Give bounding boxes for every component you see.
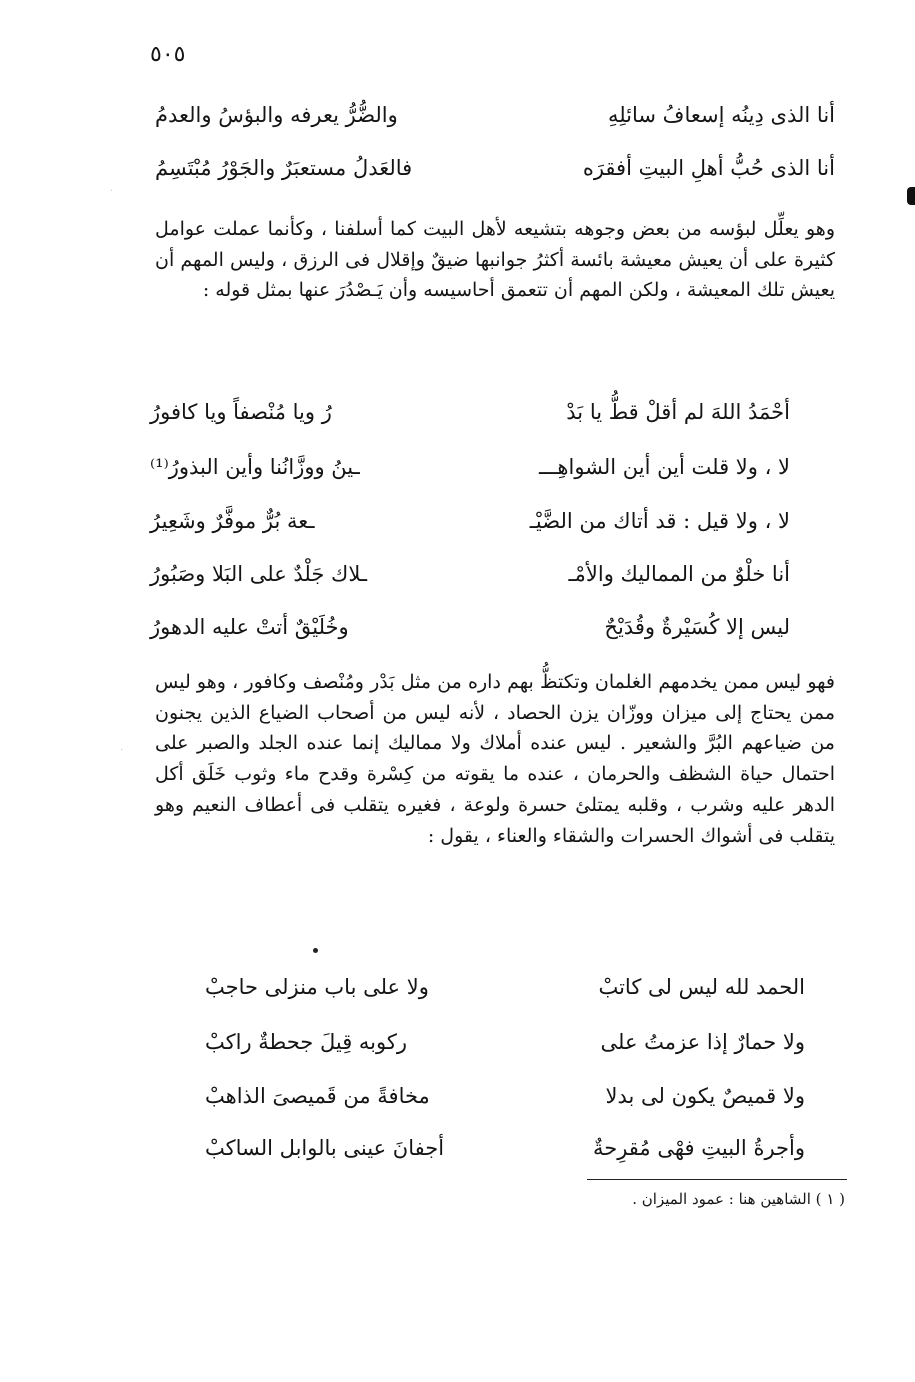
verse-first-hemistich: ليس إلا كُسَيْرةٌ وقُدَيْحٌ [604,615,790,639]
verse-first-hemistich: أنا الذى دِينُه إسعافُ سائلِهِ [607,103,835,127]
verse-first-hemistich: أنا الذى حُبُّ أهلِ البيتِ أفقرَه [582,156,835,180]
verse-second-hemistich: وخُلَيْقٌ أتتْ عليه الدهورُ [150,615,349,639]
paragraph-1-text: وهو يعلِّل لبؤسه من بعض وجوهه بتشيعه لأهل البيت كما أسلفنا ، وكأنما عملت عوامل كثيرة على أن يعيش معيشة بائسة أكثرُ جوانبها ضيقٌ وإقلال فى الرزق ، وليس المهم أن يعيش تلك المعيشة ، ولكن المهم أن تتعمق أحاسيسه وأن يَـصْدُرَ عنها بمثل قوله : [155,218,835,302]
verse-second-hemistich: ـعة بُرٌّ موفَّرٌ وشَعِيرُ [150,509,315,533]
verse-second-hemistich: ولا على باب منزلى حاجبْ [205,975,429,999]
verse-first-hemistich: لا ، ولا قلت أين أين الشواهِـــ [538,455,790,479]
verse-second-hemistich: رُ ويا مُنْصفاً ويا كافورُ [150,400,332,424]
paragraph-1 [155,214,835,306]
verse-first-hemistich: ولا قميصٌ يكون لى بدلا [605,1084,805,1108]
page-number: ٥٠٥ [150,42,186,67]
verse-second-hemistich: ـينُ ووزَّانُنا وأين البذورُ⁽¹⁾ [150,455,360,479]
verse-second-hemistich: فالعَدلُ مستعبَرٌ والجَوْرُ مُبْتَسِمُ [155,156,413,180]
margin-scan-mark [907,187,915,205]
verse-second-hemistich: ركوبه قِيلَ جحطةٌ راكبْ [205,1030,408,1054]
paragraph-2-text: فهو ليس ممن يخدمهم الغلمان وتكتظُّ بهم داره من مثل بَدْر ومُنْصف وكافور ، وهو ليس ممن يحتاج إلى ميزان ووزّان يزن الحصاد ، لأنه ليس من أصحاب الضياع الذين يجنون من ضياعهم البُرَّ والشعير . ليس عنده أملاك ولا مماليك إنما عنده الجلد والصبر على احتمال حياة الشظف والحرمان ، عنده ما يقوته من كِسْرة وقدح ماء وثوب خَلَق أكل الدهر عليه وشرب ، وقلبه يمتلئ حسرة ولوعة ، فغيره يتقلب فى أعطاف النعيم وهو يتقلب فى أشواك الحسرات والشقاء والعناء ، يقول : [155,671,835,847]
stray-dot [313,948,318,953]
paragraph-2 [155,667,835,851]
verse-second-hemistich: مخافةً من قَميصىَ الذاهبْ [205,1084,430,1108]
verse-second-hemistich: والضُّرُّ يعرفه والبؤسُ والعدمُ [155,103,398,127]
footnote: ( ١ ) الشاهين هنا : عمود الميزان . [632,1190,845,1208]
verse-first-hemistich: لا ، ولا قيل : قد أتاك من الضَّيْـ [529,509,790,533]
footnote-separator [587,1179,847,1180]
verse-first-hemistich: الحمد لله ليس لى كاتبْ [598,975,805,999]
scan-speck: · [110,186,114,197]
scan-speck: · [120,745,124,756]
verse-second-hemistich: أجفانَ عينى بالوابل الساكبْ [205,1136,445,1160]
verse-first-hemistich: أحْمَدُ اللهَ لم أقلْ قطُّ يا بَدْ [566,400,790,424]
verse-first-hemistich: ولا حمارٌ إذا عزمتُ على [600,1030,805,1054]
verse-second-hemistich: ـلاك جَلْدٌ على البَلا وصَبُورُ [150,562,368,586]
verse-first-hemistich: أنا خلْوٌ من المماليك والأمْـ [568,562,790,586]
verse-first-hemistich: وأجرةُ البيتِ فهْى مُقرِحةٌ [592,1136,805,1160]
